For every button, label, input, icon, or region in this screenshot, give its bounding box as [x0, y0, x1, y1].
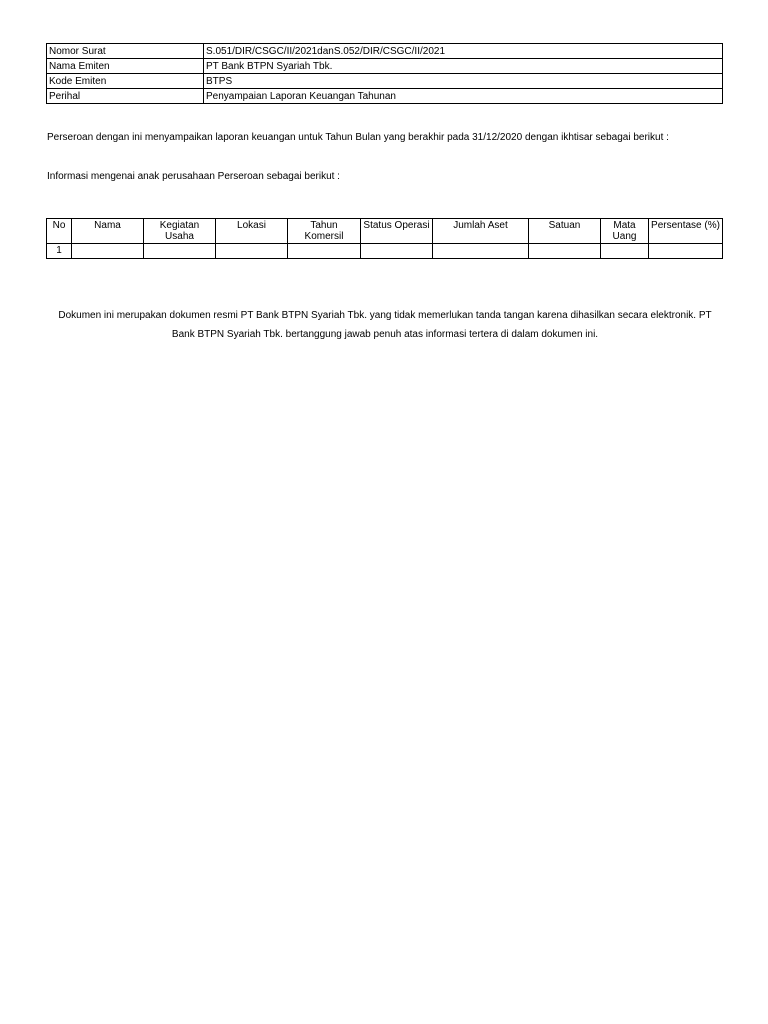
- meta-value: S.051/DIR/CSGC/II/2021danS.052/DIR/CSGC/II/2021: [204, 44, 723, 59]
- column-header: Lokasi: [216, 219, 288, 244]
- table-cell: [288, 244, 361, 259]
- table-cell: [529, 244, 601, 259]
- footer-line: Dokumen ini merupakan dokumen resmi PT Bank BTPN Syariah Tbk. yang tidak memerlukan tanda tangan karena dihasilkan secara elektronik. PT: [58, 310, 712, 321]
- column-header: Tahun Komersil: [288, 219, 361, 244]
- meta-label: Kode Emiten: [47, 74, 204, 89]
- footer-disclaimer: [47, 306, 723, 344]
- table-cell: 1: [47, 244, 72, 259]
- table-header-row: [47, 219, 723, 244]
- column-header: Nama: [72, 219, 144, 244]
- subsidiary-intro-paragraph: Informasi mengenai anak perusahaan Perseroan sebagai berikut :: [47, 171, 340, 182]
- table-row: [47, 74, 723, 89]
- table-cell: [601, 244, 649, 259]
- table-row: [47, 89, 723, 104]
- meta-label: Perihal: [47, 89, 204, 104]
- column-header: Jumlah Aset: [433, 219, 529, 244]
- meta-value: Penyampaian Laporan Keuangan Tahunan: [204, 89, 723, 104]
- meta-value: BTPS: [204, 74, 723, 89]
- column-header: Status Operasi: [361, 219, 433, 244]
- table-cell: [361, 244, 433, 259]
- table-cell: [216, 244, 288, 259]
- table-cell: [433, 244, 529, 259]
- meta-value: PT Bank BTPN Syariah Tbk.: [204, 59, 723, 74]
- footer-line: Bank BTPN Syariah Tbk. bertanggung jawab penuh atas informasi tertera di dalam dokumen ini.: [171, 329, 599, 340]
- table-row: [47, 244, 723, 259]
- column-header: Persentase (%): [649, 219, 723, 244]
- column-header: Satuan: [529, 219, 601, 244]
- table-row: [47, 59, 723, 74]
- table-cell: [144, 244, 216, 259]
- meta-label: Nama Emiten: [47, 59, 204, 74]
- table-cell: [649, 244, 723, 259]
- column-header: Mata Uang: [601, 219, 649, 244]
- subsidiary-table: [46, 218, 723, 259]
- letter-info-table: [46, 43, 723, 104]
- column-header: No: [47, 219, 72, 244]
- table-row: [47, 44, 723, 59]
- column-header: Kegiatan Usaha: [144, 219, 216, 244]
- intro-paragraph: Perseroan dengan ini menyampaikan laporan keuangan untuk Tahun Bulan yang berakhir pada 31/12/2020 dengan ikhtisar sebagai berikut :: [47, 132, 669, 143]
- table-cell: [72, 244, 144, 259]
- meta-label: Nomor Surat: [47, 44, 204, 59]
